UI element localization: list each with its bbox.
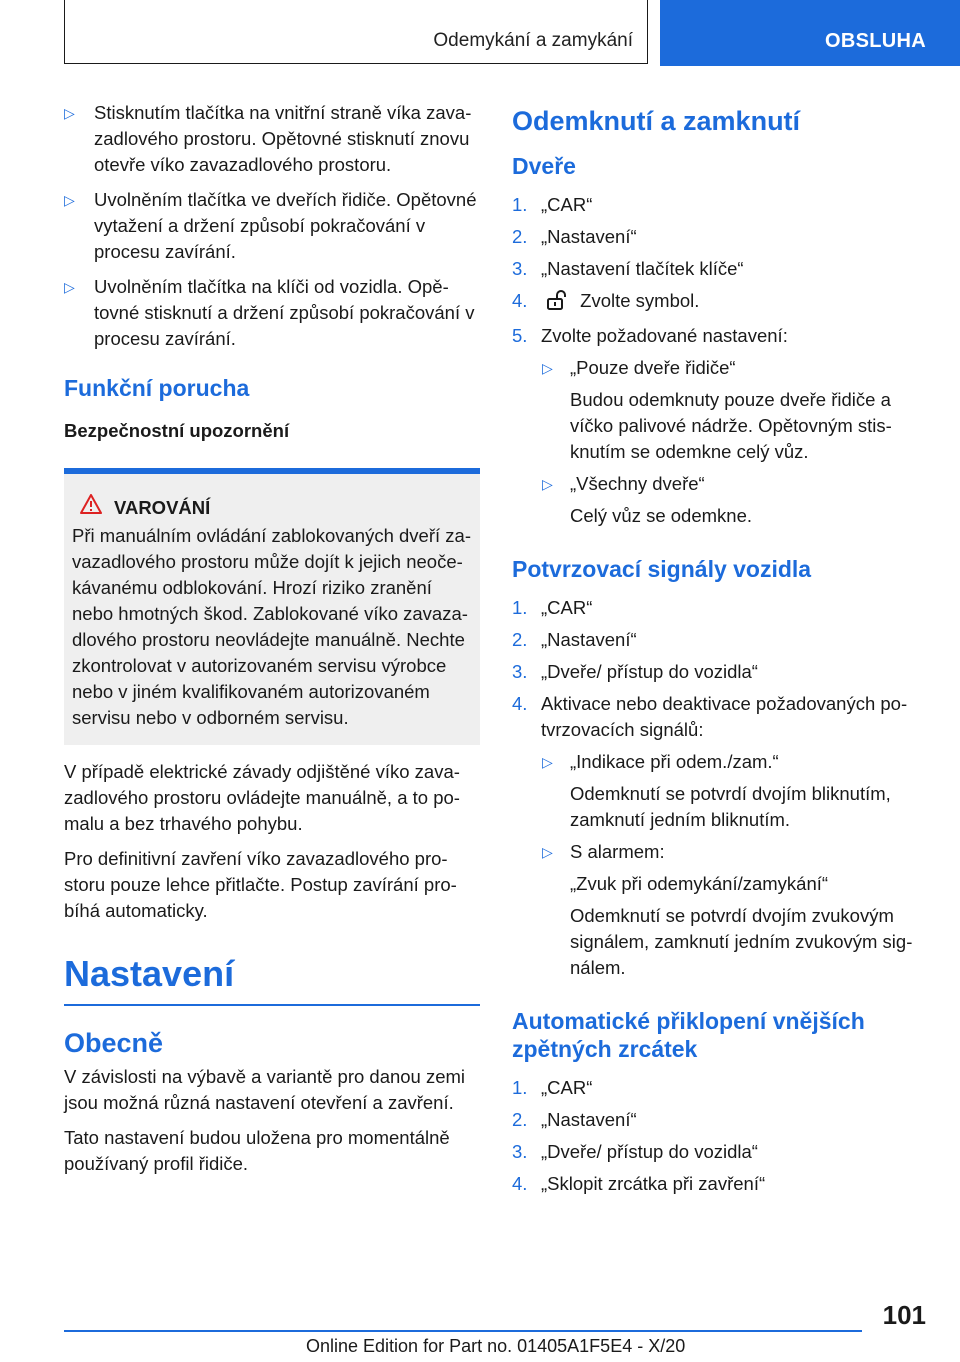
list-item: 3. „Nastavení tlačítek klíče“ [512,258,744,279]
list-item: 5. Zvolte požadované nastavení: [512,325,788,346]
list-item: 4. „Sklopit zrcátka při zavření“ [512,1173,766,1194]
list-item: 3. „Dveře/ přístup do vozidla“ [512,661,758,682]
settings-title: Nastavení [64,954,480,1006]
confirm-heading: Potvrzovací signály vozidla [512,556,812,582]
sub-item-body: Odemknutí se potvrdí dvojím zvukovým signálem, zamknutí jedním zvukovým signálem. [570,905,913,978]
unlock-icon [545,290,567,317]
sub-list-item: ▷ S alarmem: [512,839,930,865]
list-item: 1. „CAR“ [512,597,593,618]
triangle-right-icon: ▷ [542,360,553,376]
footer-edition: Online Edition for Part no. 01405A1F5E4 - X/20 [306,1336,686,1356]
sub-list-item: ▷ „Pouze dveře řidiče“ [512,355,930,381]
paragraph: Pro definitivní zavření víko zavazadlového prostoru pouze lehce přitlačte. Postup zavírání probíhá automaticky. [64,848,457,921]
triangle-right-icon: ▷ [542,476,553,492]
triangle-right-icon: ▷ [64,192,75,208]
list-item: 2. „Nastavení“ [512,1109,637,1130]
triangle-right-icon: ▷ [64,105,75,121]
warning-triangle-icon [80,494,102,521]
paragraph: Tato nastavení budou uložena pro momentálně používaný profil řidiče. [64,1127,450,1174]
heading-malfunction: Funkční porucha [64,375,250,401]
list-item: ▷ Uvolněním tlačítka ve dveřích řidiče. Opětovné vytažení a držení způsobí pokračování v procesu zavírání. [64,189,477,262]
right-column [512,100,930,1203]
paragraph: V závislosti na výbavě a variantě pro danou zemi jsou možná různá nastavení otevření a zavření. [64,1066,466,1113]
section-tab[interactable] [660,0,960,66]
footer-divider [64,1330,862,1332]
section-title: Odemykání a zamykání [433,30,633,51]
list-item: 4. Aktivace nebo deaktivace požadovaných potvrzovacích signálů: [512,693,908,740]
page-number: 101 [882,1300,926,1330]
list-item: 1. „CAR“ [512,1077,593,1098]
doors-heading: Dveře [512,153,576,179]
warning-title-row [72,494,472,521]
list-item: 2. „Nastavení“ [512,226,637,247]
list-item: 4. Zvolte symbol. [512,288,930,317]
triangle-right-icon: ▷ [64,279,75,295]
sub-item-body: „Zvuk při odemykání/zamykání“ [570,873,829,894]
sub-list-item: ▷ „Indikace při odem./zam.“ [512,749,930,775]
sub-item-body: Odemknutí se potvrdí dvojím bliknutím, zamknutí jedním bliknutím. [570,783,891,830]
triangle-right-icon: ▷ [542,754,553,770]
header-box [64,0,648,64]
general-heading: Obecně [64,1028,164,1058]
section-tab-label: OBSLUHA [825,30,926,52]
sub-item-body: Celý vůz se odemkne. [570,505,753,526]
paragraph: V případě elektrické závady odjištěné víko zavazadlového prostoru ovládejte manuálně, a to pomalu a bez trhavého pohybu. [64,761,460,834]
list-item: ▷ Uvolněním tlačítka na klíči od vozidla. Opětovné stisknutí a držení způsobí pokračování v procesu zavírání. [64,276,475,349]
safety-heading: Bezpečnostní upozornění [64,420,290,441]
sub-list-item: ▷ „Všechny dveře“ [512,471,930,497]
mirror-heading: Automatické přiklopení vnějších zpětných zrcátek [512,1008,865,1062]
left-column [64,100,480,1186]
warning-text: Při manuálním ovládání zablokovaných dveří zavazadlového prostoru může dojít k jejich neočekávanému odblokování. Hrozí riziko zranění nebo hmotných škod. Zablokované víko zavazadlového prostoru neovládejte manuálně. Nechte zkontrolovat v autorizovaném servisu výrobce nebo v jiném kvalifikovaném autorizovaném servisu nebo v odborném servisu. [72,525,471,728]
list-item: 3. „Dveře/ přístup do vozidla“ [512,1141,758,1162]
list-item: 2. „Nastavení“ [512,629,637,650]
sub-item-body: Budou odemknuty pouze dveře řidiče a víčko palivové nádrže. Opětovným stisknutím se odemkne celý vůz. [570,389,892,462]
main-heading: Odemknutí a zamknutí [512,106,801,136]
triangle-right-icon: ▷ [542,844,553,860]
warning-title: VAROVÁNÍ [114,496,211,518]
list-item: 1. „CAR“ [512,194,593,215]
list-item: ▷ Stisknutím tlačítka na vnitřní straně víka zavazadlového prostoru. Opětovné stisknutí znovu otevře víko zavazadlového prostoru. [64,102,472,175]
warning-box [64,468,480,745]
